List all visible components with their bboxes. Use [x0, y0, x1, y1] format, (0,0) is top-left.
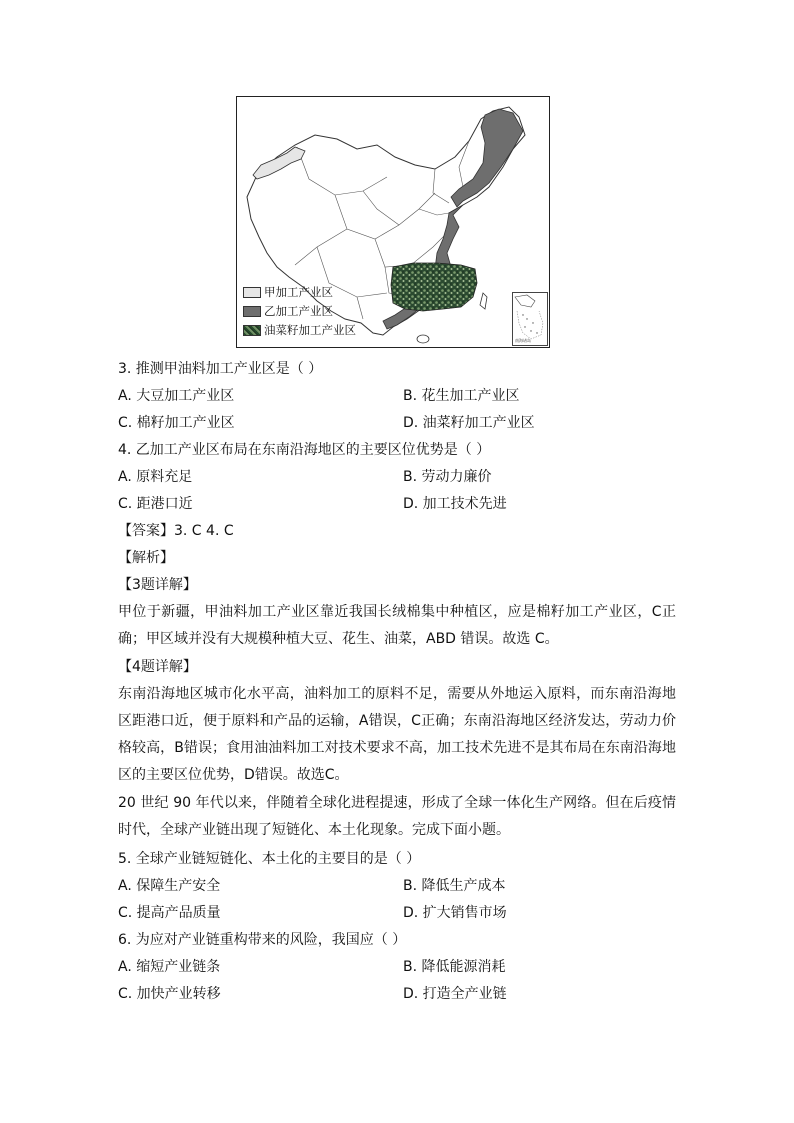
- inset-caption: 南海诸岛: [515, 338, 531, 343]
- legend-swatch-jia: [243, 287, 261, 298]
- q6-option-b: B. 降低能源消耗: [403, 959, 506, 975]
- legend-label-yi: 乙加工产业区: [264, 304, 333, 318]
- detail3-label: 【3题详解】: [118, 577, 197, 593]
- you-region: [391, 263, 477, 311]
- intro-text: 20 世纪 90 年代以来，伴随着全球化进程提速，形成了全球一体化生产网络。但在后疫情时代，全球产业链出现了短链化、本土化现象。完成下面小题。: [118, 795, 676, 838]
- taiwan: [480, 293, 487, 309]
- legend-label-jia: 甲加工产业区: [264, 285, 333, 299]
- south-china-sea-inset: [512, 292, 548, 346]
- q4-stem: 4. 乙加工产业区布局在东南沿海地区的主要区位优势是（ ）: [118, 442, 491, 458]
- answer-line: 【答案】3. C 4. C: [118, 523, 234, 539]
- q3-option-a: A. 大豆加工产业区: [118, 388, 235, 404]
- q6-stem: 6. 为应对产业链重构带来的风险，我国应（ ）: [118, 932, 407, 948]
- q5-stem: 5. 全球产业链短链化、本土化的主要目的是（ ）: [118, 851, 421, 867]
- q3-stem: 3. 推测甲油料加工产业区是（ ）: [118, 361, 323, 377]
- hainan: [417, 335, 429, 343]
- q4-option-d: D. 加工技术先进: [403, 496, 507, 512]
- detail4-label: 【4题详解】: [118, 659, 197, 675]
- q4-option-a: A. 原料充足: [118, 469, 193, 485]
- q6-option-d: D. 打造全产业链: [403, 986, 507, 1002]
- legend-label-you: 油菜籽加工产业区: [264, 323, 356, 337]
- q6-option-c: C. 加快产业转移: [118, 986, 221, 1002]
- legend-item-you: [243, 321, 356, 340]
- q5-option-b: B. 降低生产成本: [403, 878, 506, 894]
- q3-option-d: D. 油菜籽加工产业区: [403, 415, 535, 431]
- legend-swatch-yi: [243, 306, 261, 317]
- q4-option-b: B. 劳动力廉价: [403, 469, 492, 485]
- legend-swatch-you: [243, 325, 261, 336]
- map-legend: [243, 283, 356, 340]
- analysis-label: 【解析】: [118, 550, 174, 566]
- legend-item-jia: [243, 283, 356, 302]
- q5-option-c: C. 提高产品质量: [118, 905, 221, 921]
- legend-item-yi: [243, 302, 356, 321]
- china-oil-processing-map: [236, 96, 550, 348]
- q3-option-b: B. 花生加工产业区: [403, 388, 520, 404]
- q5-option-d: D. 扩大销售市场: [403, 905, 507, 921]
- detail3-text: 甲位于新疆，甲油料加工产业区靠近我国长绒棉集中种植区，应是棉籽加工产业区，C正确；甲区域并没有大规模种植大豆、花生、油菜，ABD 错误。故选 C。: [118, 604, 676, 647]
- q4-option-c: C. 距港口近: [118, 496, 193, 512]
- q6-option-a: A. 缩短产业链条: [118, 959, 221, 975]
- q3-option-c: C. 棉籽加工产业区: [118, 415, 235, 431]
- detail4-text: 东南沿海地区城市化水平高，油料加工的原料不足，需要从外地运入原料，而东南沿海地区距港口近，便于原料和产品的运输，A错误，C正确；东南沿海地区经济发达，劳动力价格较高，B错误；食用油油料加工对技术要求不高，加工技术先进不是其布局在东南沿海地区的主要区位优势，D错误。故选C。: [118, 686, 676, 783]
- q5-option-a: A. 保障生产安全: [118, 878, 221, 894]
